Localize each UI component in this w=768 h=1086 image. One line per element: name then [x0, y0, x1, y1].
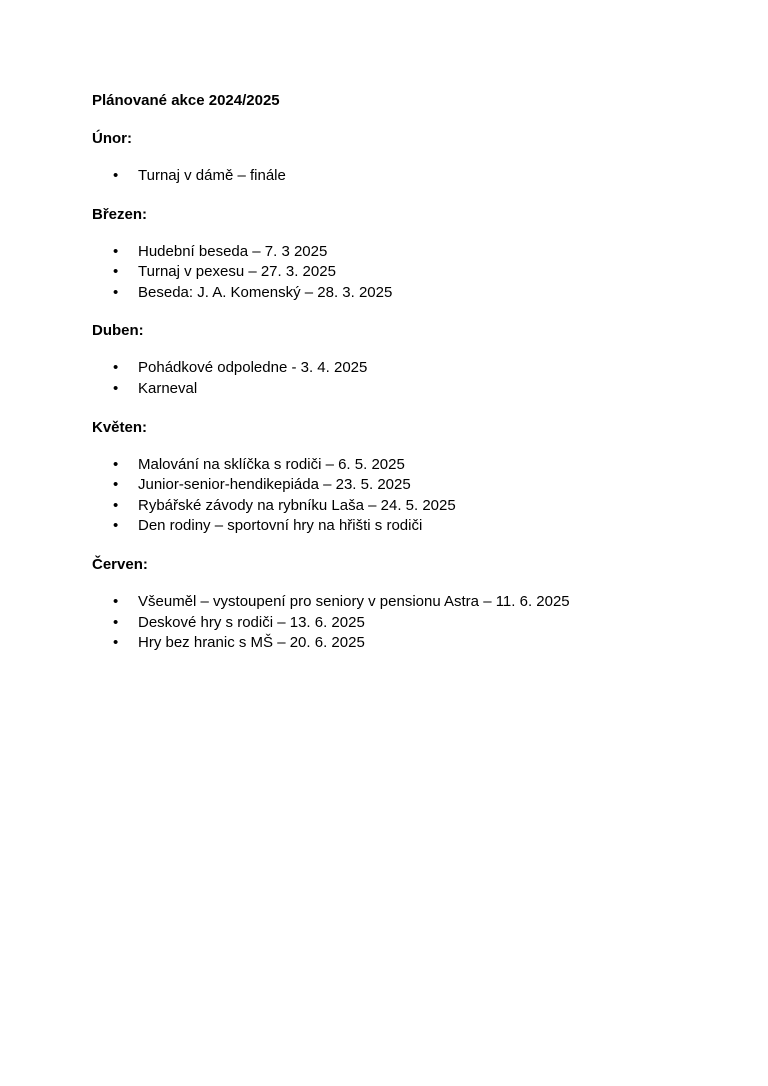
section-unor — [92, 129, 692, 187]
event-text: Karneval — [138, 379, 198, 397]
section-brezen — [92, 205, 692, 304]
section-cerven — [92, 555, 692, 654]
event-text: Deskové hry s rodiči – 13. 6. 2025 — [138, 613, 365, 631]
event-text: Den rodiny – sportovní hry na hřišti s rodiči — [138, 517, 423, 535]
bullet-icon: • — [113, 167, 119, 184]
list-item — [92, 358, 692, 379]
bullet-icon: • — [113, 613, 119, 631]
bullet-icon: • — [113, 455, 119, 473]
list-item — [92, 283, 692, 304]
section-heading: Červen: — [92, 555, 148, 573]
bullet-icon: • — [113, 359, 119, 377]
bullet-icon: • — [113, 476, 119, 494]
event-list — [92, 455, 692, 537]
list-item — [92, 242, 692, 263]
event-text: Rybářské závody na rybníku Laša – 24. 5. 2025 — [138, 496, 456, 514]
event-text: Pohádkové odpoledne - 3. 4. 2025 — [138, 359, 368, 377]
bullet-icon: • — [113, 634, 119, 652]
list-item — [92, 633, 692, 654]
document-content — [92, 91, 692, 654]
event-text: Malování na sklíčka s rodiči – 6. 5. 2025 — [138, 455, 405, 473]
document-title: Plánované akce 2024/2025 — [92, 92, 280, 109]
event-text: Všeuměl – vystoupení pro seniory v pensionu Astra – 11. 6. 2025 — [138, 592, 570, 610]
bullet-icon: • — [113, 263, 119, 281]
bullet-icon: • — [113, 242, 119, 260]
event-text: Beseda: J. A. Komenský – 28. 3. 2025 — [138, 283, 393, 301]
list-item — [92, 516, 692, 537]
list-item — [92, 379, 692, 400]
section-heading: Duben: — [92, 322, 144, 340]
section-kveten — [92, 418, 692, 537]
list-item — [92, 613, 692, 634]
list-item — [92, 166, 692, 187]
event-list — [92, 358, 692, 399]
event-list — [92, 242, 692, 304]
section-heading: Květen: — [92, 418, 148, 436]
event-text: Turnaj v pexesu – 27. 3. 2025 — [138, 263, 336, 281]
event-text: Hudební beseda – 7. 3 2025 — [138, 242, 328, 260]
section-heading: Březen: — [92, 205, 148, 223]
section-heading: Únor: — [92, 130, 132, 147]
section-duben — [92, 321, 692, 399]
list-item — [92, 496, 692, 517]
bullet-icon: • — [113, 283, 119, 301]
list-item — [92, 455, 692, 476]
bullet-icon: • — [113, 496, 119, 514]
event-list — [92, 166, 692, 187]
list-item — [92, 592, 692, 613]
event-text: Hry bez hranic s MŠ – 20. 6. 2025 — [138, 634, 365, 652]
event-list — [92, 592, 692, 654]
bullet-icon: • — [113, 379, 119, 397]
event-text: Junior-senior-hendikepiáda – 23. 5. 2025 — [138, 476, 411, 494]
bullet-icon: • — [113, 517, 119, 535]
list-item — [92, 262, 692, 283]
list-item — [92, 475, 692, 496]
event-text: Turnaj v dámě – finále — [138, 167, 286, 184]
bullet-icon: • — [113, 592, 119, 610]
